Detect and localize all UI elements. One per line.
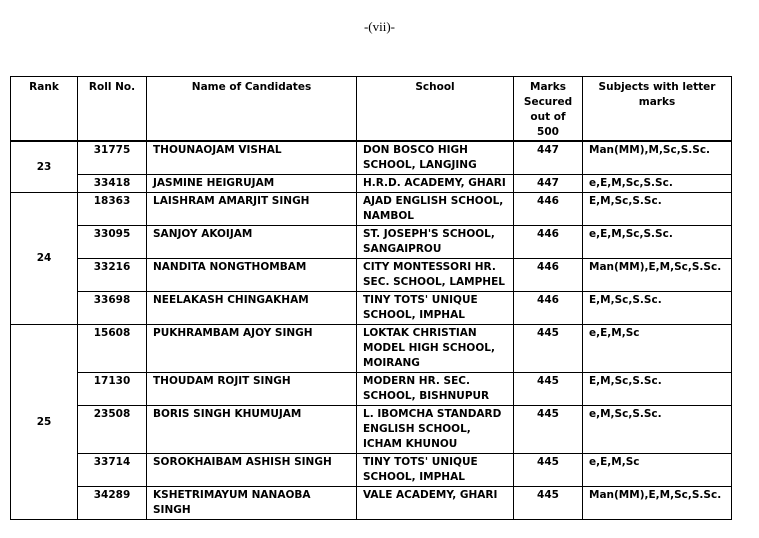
table-row	[11, 259, 732, 292]
school-cell: AJAD ENGLISH SCHOOL, NAMBOL	[357, 193, 514, 226]
subjects-cell: e,E,M,Sc	[583, 325, 732, 373]
marks-cell: 446	[514, 292, 583, 325]
header-candidate-name: Name of Candidates	[147, 77, 357, 142]
marks-cell: 445	[514, 454, 583, 487]
school-cell: TINY TOTS' UNIQUE SCHOOL, IMPHAL	[357, 454, 514, 487]
subjects-cell: E,M,Sc,S.Sc.	[583, 292, 732, 325]
school-cell: MODERN HR. SEC. SCHOOL, BISHNUPUR	[357, 373, 514, 406]
table-row	[11, 406, 732, 454]
header-school: School	[357, 77, 514, 142]
subjects-cell: e,E,M,Sc,S.Sc.	[583, 226, 732, 259]
marks-cell: 445	[514, 487, 583, 520]
table-row	[11, 325, 732, 373]
rank-cell: 25	[11, 325, 78, 520]
roll-no-cell: 15608	[78, 325, 147, 373]
roll-no-cell: 23508	[78, 406, 147, 454]
table-body	[11, 141, 732, 520]
candidate-name-cell: NEELAKASH CHINGAKHAM	[147, 292, 357, 325]
header-rank: Rank	[11, 77, 78, 142]
table-row	[11, 141, 732, 175]
roll-no-cell: 34289	[78, 487, 147, 520]
school-cell: TINY TOTS' UNIQUE SCHOOL, IMPHAL	[357, 292, 514, 325]
school-cell: L. IBOMCHA STANDARD ENGLISH SCHOOL, ICHAM KHUNOU	[357, 406, 514, 454]
subjects-cell: e,M,Sc,S.Sc.	[583, 406, 732, 454]
roll-no-cell: 33095	[78, 226, 147, 259]
candidate-name-cell: NANDITA NONGTHOMBAM	[147, 259, 357, 292]
header-subjects: Subjects with letter marks	[583, 77, 732, 142]
candidate-name-cell: SANJOY AKOIJAM	[147, 226, 357, 259]
marks-cell: 447	[514, 175, 583, 193]
header-roll-no: Roll No.	[78, 77, 147, 142]
subjects-cell: e,E,M,Sc	[583, 454, 732, 487]
page-number: -(vii)-	[363, 19, 396, 34]
rank-cell: 23	[11, 141, 78, 193]
marks-cell: 446	[514, 259, 583, 292]
marks-cell: 445	[514, 373, 583, 406]
marks-cell: 445	[514, 325, 583, 373]
subjects-cell: Man(MM),E,M,Sc,S.Sc.	[583, 487, 732, 520]
candidate-name-cell: THOUDAM ROJIT SINGH	[147, 373, 357, 406]
table-row	[11, 226, 732, 259]
rank-cell: 24	[11, 193, 78, 325]
table-row	[11, 292, 732, 325]
roll-no-cell: 33216	[78, 259, 147, 292]
table-row	[11, 487, 732, 520]
school-cell: CITY MONTESSORI HR. SEC. SCHOOL, LAMPHEL	[357, 259, 514, 292]
marks-cell: 446	[514, 193, 583, 226]
candidate-name-cell: BORIS SINGH KHUMUJAM	[147, 406, 357, 454]
school-cell: ST. JOSEPH'S SCHOOL, SANGAIPROU	[357, 226, 514, 259]
results-table	[10, 76, 732, 520]
table-header	[11, 77, 732, 142]
roll-no-cell: 33698	[78, 292, 147, 325]
roll-no-cell: 33418	[78, 175, 147, 193]
school-cell: LOKTAK CHRISTIAN MODEL HIGH SCHOOL, MOIRANG	[357, 325, 514, 373]
school-cell: DON BOSCO HIGH SCHOOL, LANGJING	[357, 141, 514, 175]
candidate-name-cell: JASMINE HEIGRUJAM	[147, 175, 357, 193]
candidate-name-cell: LAISHRAM AMARJIT SINGH	[147, 193, 357, 226]
table-row	[11, 454, 732, 487]
roll-no-cell: 31775	[78, 141, 147, 175]
subjects-cell: Man(MM),E,M,Sc,S.Sc.	[583, 259, 732, 292]
roll-no-cell: 17130	[78, 373, 147, 406]
roll-no-cell: 33714	[78, 454, 147, 487]
subjects-cell: E,M,Sc,S.Sc.	[583, 193, 732, 226]
subjects-cell: e,E,M,Sc,S.Sc.	[583, 175, 732, 193]
subjects-cell: E,M,Sc,S.Sc.	[583, 373, 732, 406]
candidate-name-cell: KSHETRIMAYUM NANAOBA SINGH	[147, 487, 357, 520]
marks-cell: 447	[514, 141, 583, 175]
candidate-name-cell: THOUNAOJAM VISHAL	[147, 141, 357, 175]
roll-no-cell: 18363	[78, 193, 147, 226]
marks-cell: 446	[514, 226, 583, 259]
header-marks: Marks Secured out of 500	[514, 77, 583, 142]
marks-cell: 445	[514, 406, 583, 454]
candidate-name-cell: PUKHRAMBAM AJOY SINGH	[147, 325, 357, 373]
candidate-name-cell: SOROKHAIBAM ASHISH SINGH	[147, 454, 357, 487]
subjects-cell: Man(MM),M,Sc,S.Sc.	[583, 141, 732, 175]
school-cell: H.R.D. ACADEMY, GHARI	[357, 175, 514, 193]
school-cell: VALE ACADEMY, GHARI	[357, 487, 514, 520]
table-row	[11, 175, 732, 193]
table-row	[11, 373, 732, 406]
table-row	[11, 193, 732, 226]
